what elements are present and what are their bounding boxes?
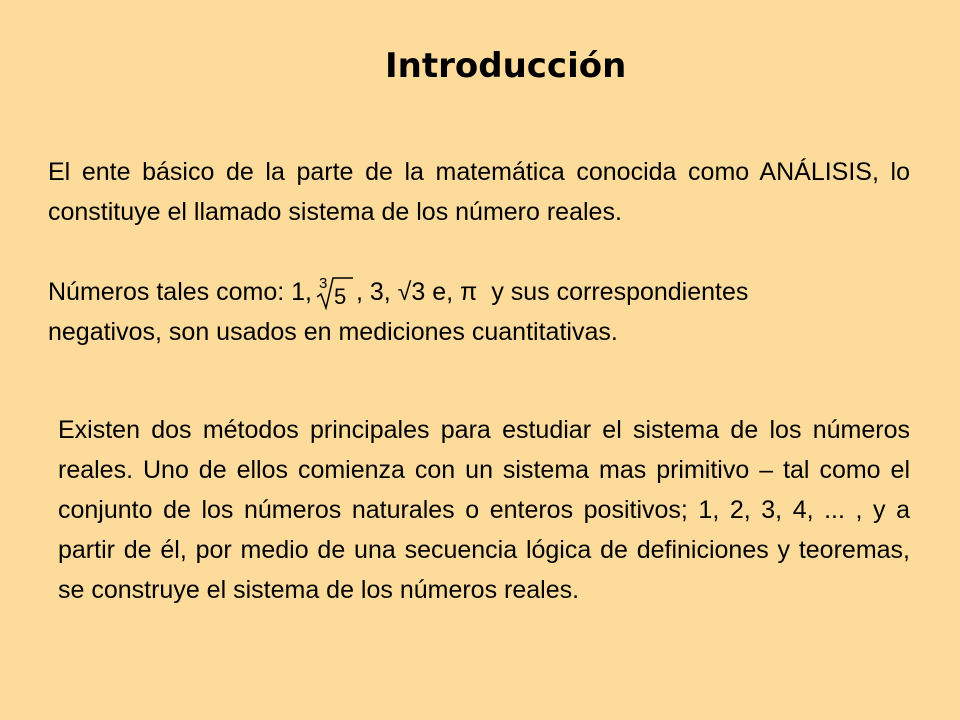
numbers-prefix: Números tales como: 1, [48,278,312,306]
cube-root-svg [314,274,354,312]
cube-root-radicand: 5 [334,284,347,310]
numbers-middle: , 3, √3 e, π [356,278,478,306]
numbers-line-1 [48,272,928,312]
page-title: Introducción [385,46,627,86]
cube-root-index: 3 [319,275,328,293]
methods-paragraph: Existen dos métodos principales para estudiar el sistema de los números reales. Uno de ellos comienza con un sistema mas primitivo – tal como el conjunto de los números naturales o enteros positivos; 1, 2, 3, 4, ... , y a partir de él, por medio de una secuencia lógica de definiciones y teoremas, se construye el sistema de los números reales. [58,416,910,604]
intro-paragraph: El ente básico de la parte de la matemática conocida como ANÁLISIS, lo constituye el llamado sistema de los número reales. [48,158,910,226]
numbers-line-2: negativos, son usados en mediciones cuantitativas. [48,318,618,347]
cube-root-expression [314,274,354,312]
numbers-suffix: y sus correspondientes [491,278,749,306]
numbers-paragraph [48,272,928,352]
